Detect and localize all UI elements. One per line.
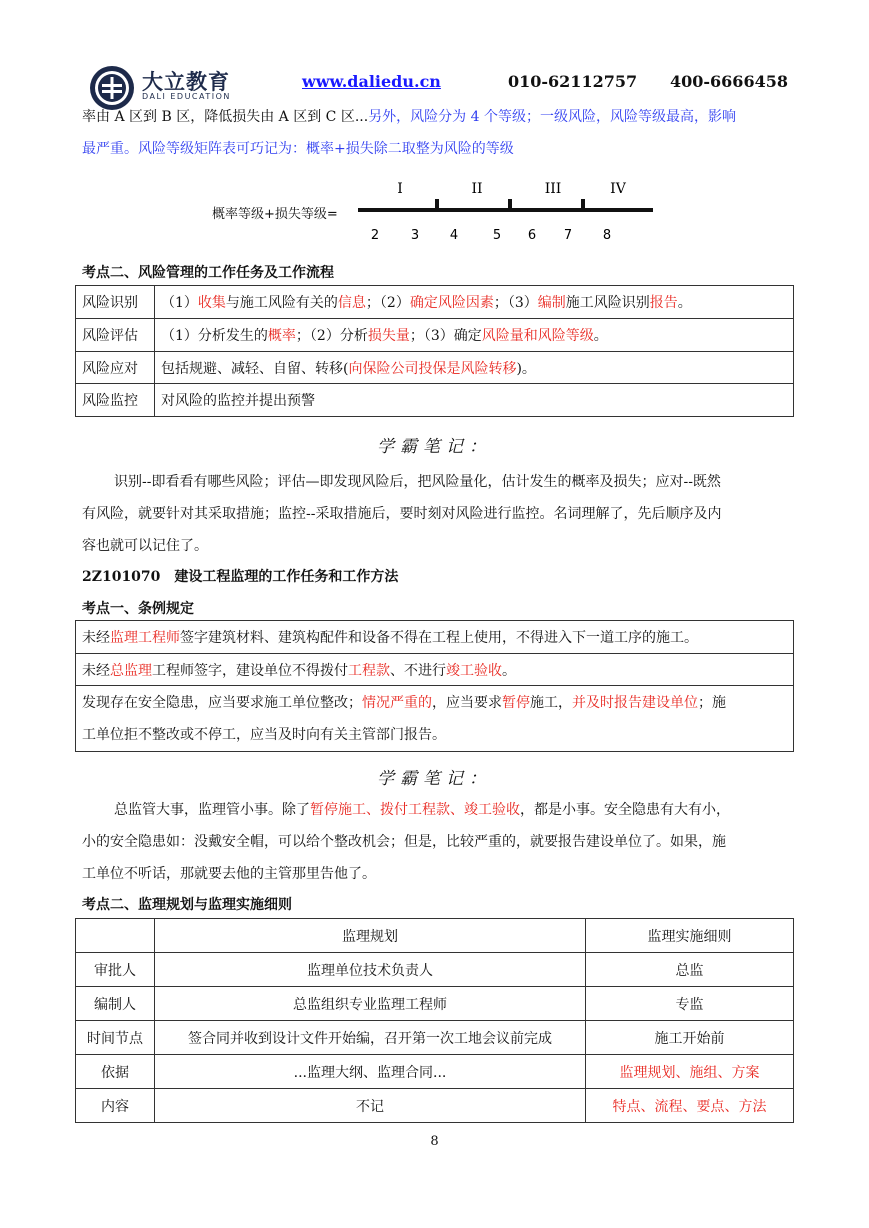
- tick-label: 2: [370, 228, 380, 243]
- risk-step-name: 风险评估: [76, 319, 155, 352]
- phone-number-2: 400-6666458: [670, 72, 788, 91]
- tick-label: 7: [563, 228, 573, 243]
- risk-step-description: [155, 384, 794, 417]
- highlight-text: 并及时报告建设单位: [572, 694, 698, 711]
- highlight-text: 工程款: [348, 662, 390, 679]
- table-header-row: [76, 919, 794, 953]
- body-text: ，都是小事。安全隐患有大有小，: [520, 802, 730, 818]
- body-text: 施工，: [530, 694, 572, 711]
- detail-cell: 施工开始前: [586, 1021, 794, 1055]
- body-text: ；（2）分析: [295, 328, 368, 344]
- highlight-text: 监理工程师: [110, 630, 180, 646]
- table-row: [76, 1021, 794, 1055]
- intro-highlight-2: 最严重。风险等级矩阵表可巧记为：概率+损失除二取整为风险的等级: [82, 141, 514, 157]
- highlight-text: 向保险公司投保是风险转移: [348, 360, 517, 377]
- body-text: 未经: [82, 662, 110, 679]
- body-text: 。: [677, 295, 692, 311]
- column-header: [76, 919, 155, 953]
- level-label-3: III: [544, 181, 562, 197]
- body-text: 与施工风险有关的: [225, 295, 338, 311]
- highlight-text: 信息: [337, 295, 366, 311]
- detail-cell: 专监: [586, 987, 794, 1021]
- body-text: ；（2）: [365, 295, 410, 311]
- body-text: ；（3）: [493, 295, 538, 311]
- body-text: 。: [593, 328, 608, 344]
- column-header: 监理实施细则: [586, 919, 794, 953]
- risk-level-scale: [350, 176, 660, 246]
- risk-step-name: 风险应对: [76, 352, 155, 384]
- highlight-text: 情况严重的: [362, 694, 432, 711]
- section-heading-plan-vs-rules: 考点二、监理规划与监理实施细则: [82, 897, 292, 913]
- level-label-1: I: [397, 181, 403, 197]
- highlight-text: 竣工验收: [446, 662, 502, 679]
- regulations-table: [75, 620, 794, 752]
- note-line: 容也就可以记住了。: [82, 538, 208, 554]
- level-label-4: IV: [610, 181, 626, 197]
- chapter-heading: 2Z101070 建设工程监理的工作任务和工作方法: [82, 569, 399, 585]
- phone-number-1: 010-62112757: [508, 72, 638, 91]
- website-link[interactable]: www.daliedu.cn: [302, 72, 441, 91]
- note-title: 学霸笔记：: [377, 437, 492, 457]
- highlight-text: 暂停: [502, 694, 530, 711]
- regulation-row: [76, 654, 794, 686]
- risk-management-table: [75, 285, 794, 417]
- body-text: 工程师签字，建设单位不得拨付: [152, 662, 348, 679]
- risk-step-description: [155, 286, 794, 319]
- note-paragraph-2: [82, 794, 788, 890]
- note-title: 学霸笔记：: [377, 769, 492, 789]
- table-row: [76, 953, 794, 987]
- tick-label: 3: [410, 228, 420, 243]
- plan-cell: ...监理大纲、监理合同...: [155, 1055, 586, 1089]
- body-text: ；（3）确定: [409, 328, 482, 344]
- body-text: 未经: [82, 630, 110, 646]
- highlight-text: 确定风险因素: [409, 295, 494, 311]
- column-header: 监理规划: [155, 919, 586, 953]
- tick-label: 4: [449, 228, 459, 243]
- section-heading-regulations: 考点一、条例规定: [82, 601, 194, 617]
- risk-step-name: 风险监控: [76, 384, 155, 417]
- highlight-text: 暂停施工、拨付工程款、竣工验收: [310, 802, 520, 818]
- intro-text: 率由 A 区到 B 区，降低损失由 A 区到 C 区...: [82, 109, 369, 125]
- row-label: 内容: [76, 1089, 155, 1123]
- plan-vs-rules-table: [75, 918, 794, 1123]
- note-line: 识别--即看看有哪些风险；评估—即发现风险后，把风险量化，估计发生的概率及损失；应对--既然: [114, 474, 721, 490]
- detail-cell: 特点、流程、要点、方法: [586, 1089, 794, 1123]
- highlight-text: 总监理: [110, 662, 152, 679]
- table-row: [76, 319, 794, 352]
- detail-cell: 总监: [586, 953, 794, 987]
- highlight-text: 收集: [197, 295, 226, 311]
- body-text: 签字建筑材料、建筑构配件和设备不得在工程上使用，不得进入下一道工序的施工。: [180, 630, 698, 646]
- body-text: 工单位拒不整改或不停工，应当及时向有关主管部门报告。: [82, 726, 446, 743]
- row-label: 编制人: [76, 987, 155, 1021]
- body-text: 对风险的监控并提出预警: [161, 393, 315, 409]
- highlight-text: 损失量: [367, 328, 410, 344]
- regulation-row: [76, 621, 794, 654]
- page-number: 8: [430, 1134, 439, 1149]
- brand-name: 大立教育: [142, 70, 230, 94]
- table-row: [76, 1089, 794, 1123]
- intro-paragraph: [82, 101, 788, 165]
- brand-name-en: DALI EDUCATION: [142, 92, 231, 101]
- body-text: ；施: [698, 694, 726, 711]
- plan-cell: 签合同并收到设计文件开始编，召开第一次工地会议前完成: [155, 1021, 586, 1055]
- body-text: 、不进行: [390, 662, 446, 679]
- plan-cell: 不记: [155, 1089, 586, 1123]
- risk-step-description: [155, 319, 794, 352]
- intro-highlight: 另外，风险分为 4 个等级；一级风险，风险等级最高，影响: [368, 109, 736, 125]
- highlight-text: 风险量和风险等级: [481, 328, 594, 344]
- body-text: ，应当要求: [432, 694, 502, 711]
- table-row: [76, 352, 794, 384]
- detail-cell: 监理规划、施组、方案: [586, 1055, 794, 1089]
- note-line: 工单位不听话，那就要去他的主管那里告他了。: [82, 866, 376, 882]
- body-text: （1）分析发生的: [161, 328, 268, 344]
- body-text: 总监管大事，监理管小事。除了: [114, 802, 310, 818]
- regulation-row: [76, 686, 794, 752]
- highlight-text: 编制: [537, 295, 566, 311]
- tick-label: 6: [527, 228, 537, 243]
- table-row: [76, 987, 794, 1021]
- body-text: 包括规避、减轻、自留、转移(: [161, 360, 349, 377]
- table-row: [76, 1055, 794, 1089]
- tick-label: 5: [492, 228, 502, 243]
- note-line: 有风险，就要针对其采取措施；监控--采取措施后，要时刻对风险进行监控。名词理解了，先后顺序及内: [82, 506, 722, 522]
- plan-cell: 总监组织专业监理工程师: [155, 987, 586, 1021]
- highlight-text: 概率: [267, 328, 296, 344]
- note-line: [82, 794, 788, 826]
- table-row: [76, 286, 794, 319]
- row-label: 审批人: [76, 953, 155, 987]
- plan-cell: 监理单位技术负责人: [155, 953, 586, 987]
- table-row: [76, 384, 794, 417]
- risk-formula-label: 概率等级+损失等级=: [212, 207, 338, 222]
- row-label: 依据: [76, 1055, 155, 1089]
- risk-step-description: [155, 352, 794, 384]
- note-paragraph-1: [82, 466, 788, 562]
- tick-label: 8: [602, 228, 612, 243]
- body-text: 施工风险识别: [565, 295, 650, 311]
- body-text: 发现存在安全隐患，应当要求施工单位整改；: [82, 694, 362, 711]
- highlight-text: 报告: [649, 295, 678, 311]
- section-heading-risk-management: 考点二、风险管理的工作任务及工作流程: [82, 265, 334, 281]
- body-text: )。: [516, 360, 536, 377]
- row-label: 时间节点: [76, 1021, 155, 1055]
- note-line: 小的安全隐患如：没戴安全帽，可以给个整改机会；但是，比较严重的，就要报告建设单位了。如果，施: [82, 834, 726, 850]
- level-label-2: II: [471, 181, 483, 197]
- body-text: （1）: [161, 295, 198, 311]
- body-text: 。: [502, 662, 516, 679]
- risk-step-name: 风险识别: [76, 286, 155, 319]
